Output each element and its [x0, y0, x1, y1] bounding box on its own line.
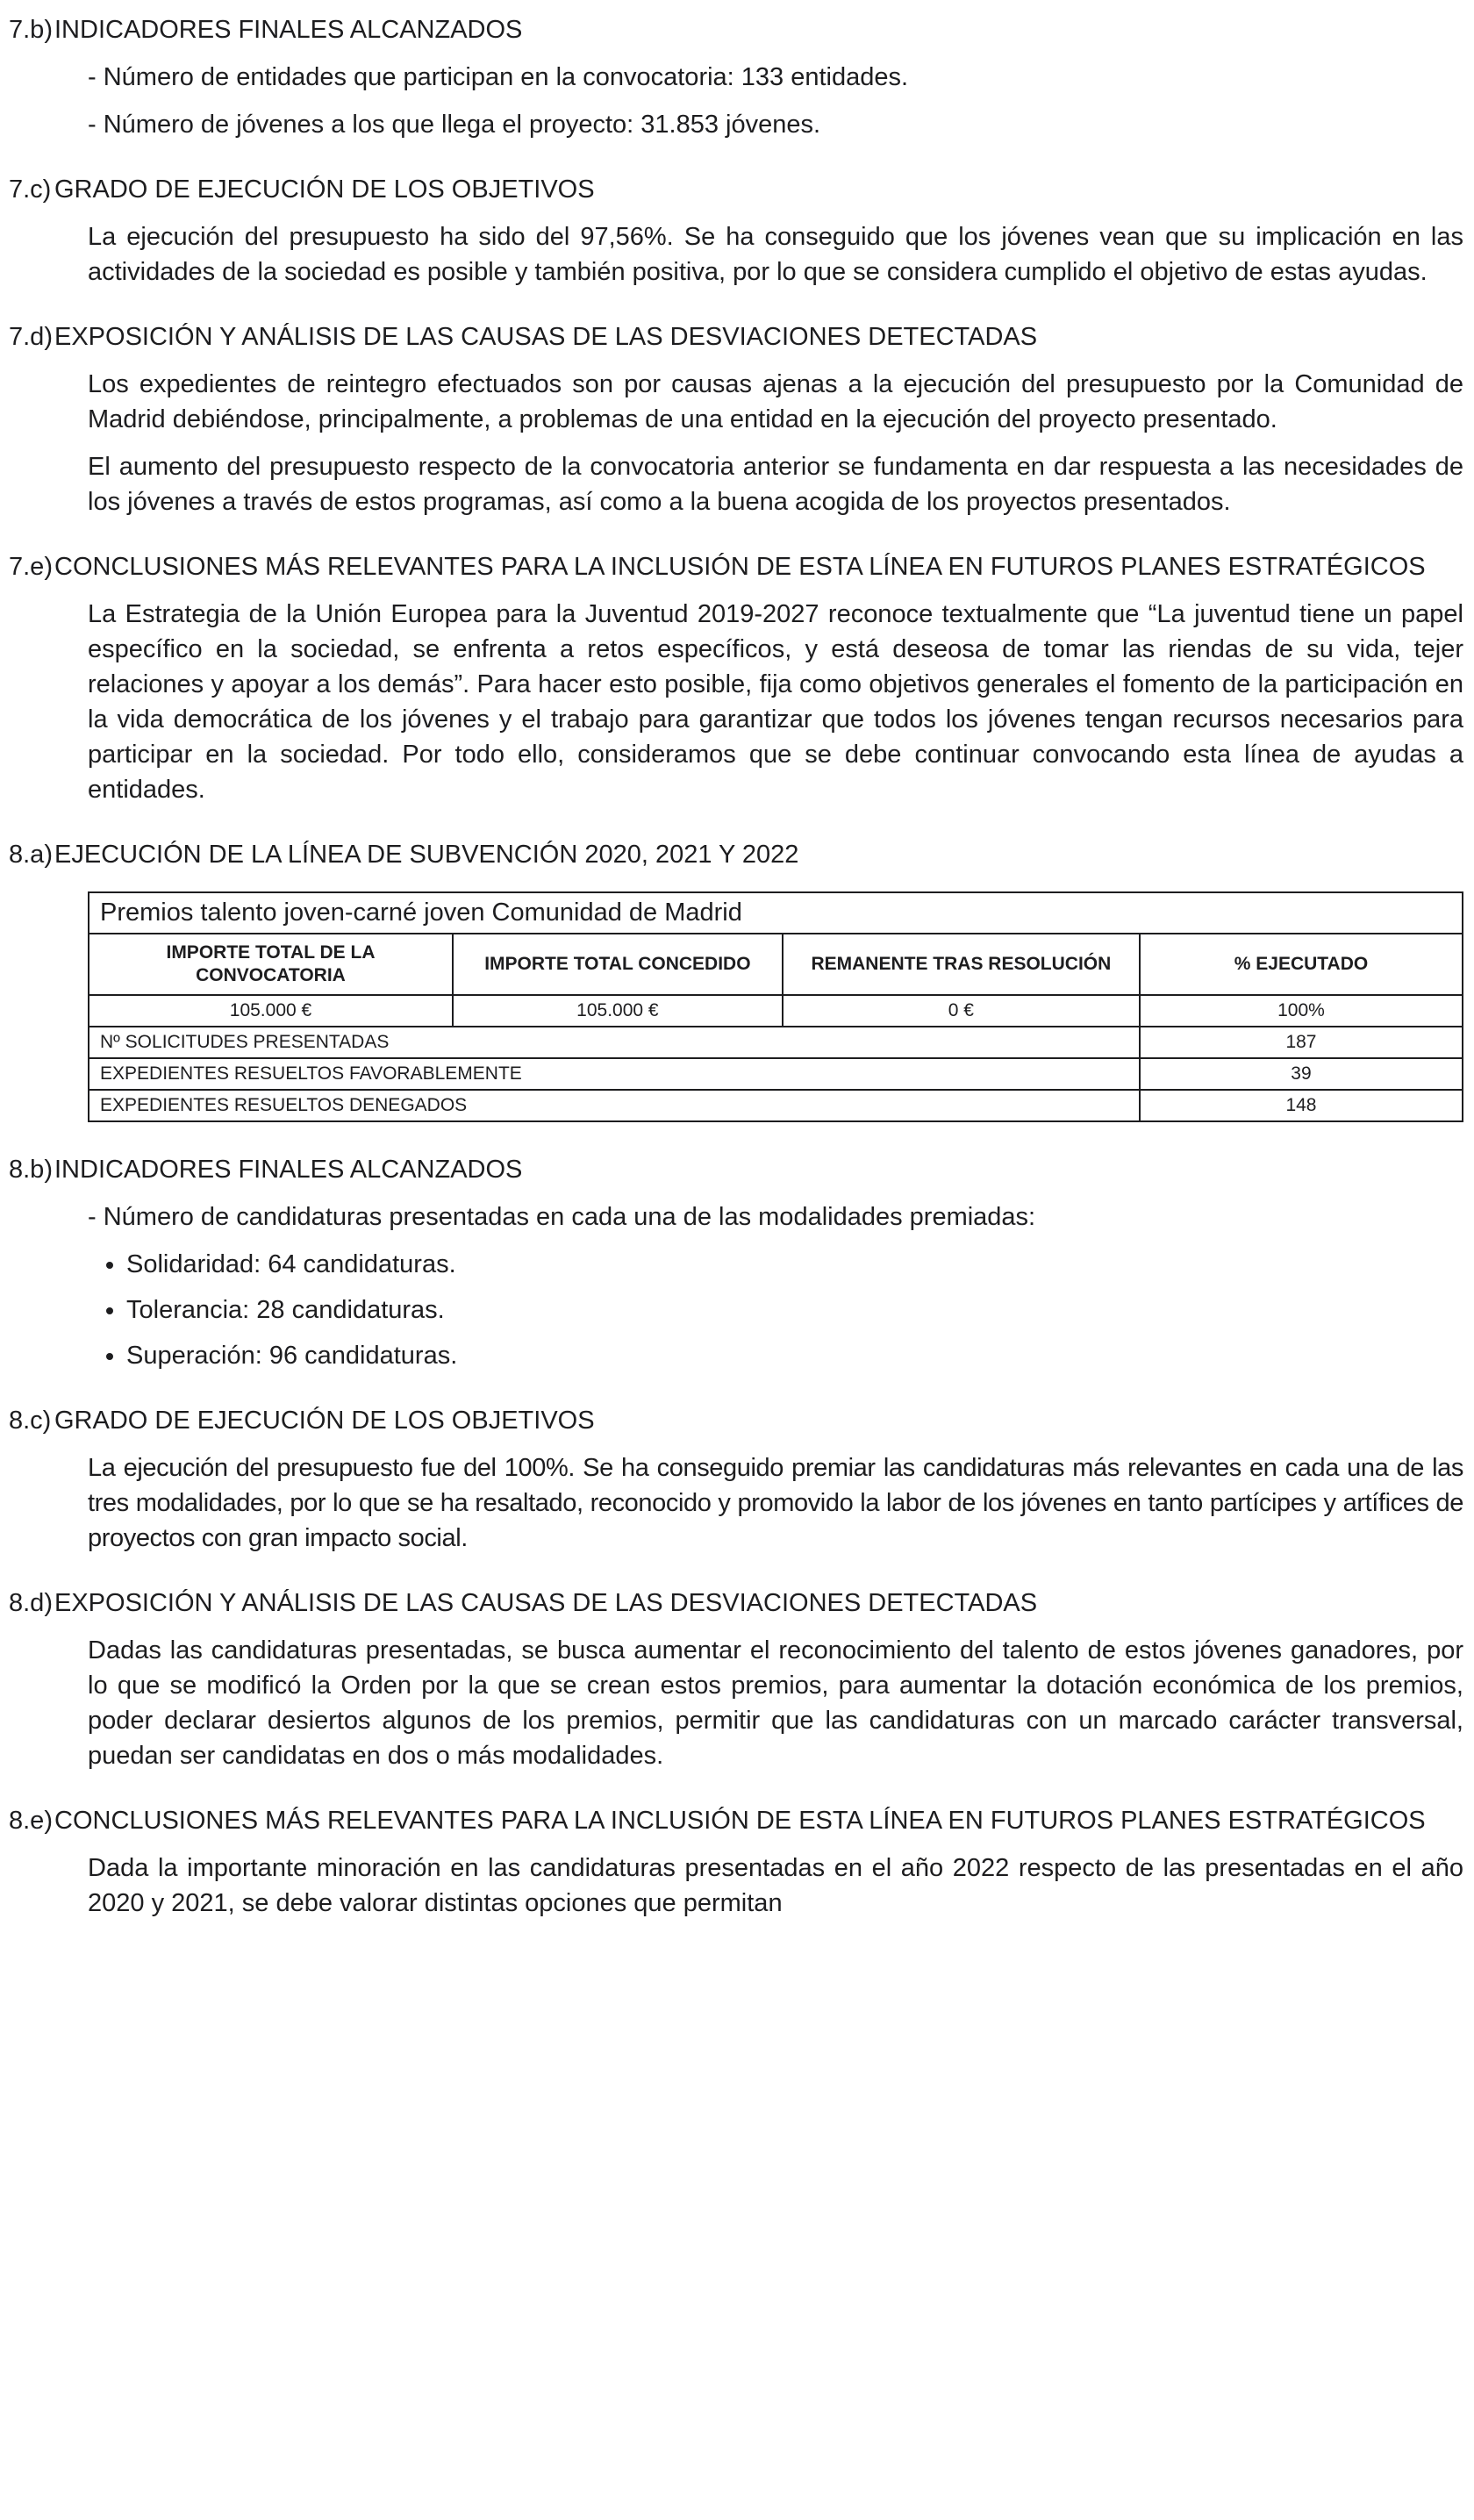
- indicator-line: - Número de jóvenes a los que llega el proyecto: 31.853 jóvenes.: [88, 111, 821, 139]
- table-cell: 187: [1140, 1027, 1463, 1058]
- section-7b-heading: [9, 12, 1463, 47]
- section-label: 8.d): [9, 1589, 53, 1617]
- table-row-label: Nº SOLICITUDES PRESENTADAS: [89, 1027, 1140, 1058]
- table-row: [89, 934, 1463, 995]
- section-7e: [9, 549, 1463, 807]
- section-7b-body: [88, 60, 1463, 142]
- section-8e: [9, 1803, 1463, 1921]
- paragraph: Dada la importante minoración en las candidaturas presentadas en el año 2022 respecto de las presentadas en el año 2020 y 2021, se debe valorar distintas opciones que permitan: [88, 1854, 1463, 1917]
- paragraph: La ejecución del presupuesto fue del 100%. Se ha conseguido premiar las candidaturas más relevantes en cada una de las tres modalidades, por lo que se ha resaltado, reconocido y promovido la labor de los jóvenes en tanto partícipes y artífices de proyectos con gran impacto social.: [88, 1454, 1463, 1552]
- section-7d-heading: [9, 319, 1463, 354]
- paragraph: Los expedientes de reintegro efectuados son por causas ajenas a la ejecución del presupuesto por la Comunidad de Madrid debiéndose, principalmente, a problemas de una entidad en la ejecución del proyecto presentado.: [88, 370, 1463, 433]
- section-title: GRADO DE EJECUCIÓN DE LOS OBJETIVOS: [54, 1407, 595, 1435]
- section-8d-heading: [9, 1586, 1463, 1621]
- bullet-item: • Superación: 96 candidaturas.: [126, 1338, 1463, 1373]
- table-row: [89, 1058, 1463, 1090]
- section-title: EJECUCIÓN DE LA LÍNEA DE SUBVENCIÓN 2020, 2021 Y 2022: [54, 841, 799, 869]
- indicator-line: - Número de entidades que participan en la convocatoria: 133 entidades.: [88, 63, 909, 91]
- bullet-item: • Solidaridad: 64 candidaturas.: [126, 1247, 1463, 1282]
- section-8a: [9, 837, 1463, 1122]
- table-row: [89, 1090, 1463, 1121]
- section-title: INDICADORES FINALES ALCANZADOS: [54, 16, 523, 44]
- section-8c: [9, 1403, 1463, 1556]
- section-7c: [9, 172, 1463, 290]
- table-cell: 148: [1140, 1090, 1463, 1121]
- section-8b-body: [88, 1199, 1463, 1373]
- section-7d-body: [88, 367, 1463, 519]
- section-7c-body: [88, 219, 1463, 290]
- subvention-execution-table: [88, 891, 1463, 1122]
- paragraph: El aumento del presupuesto respecto de la convocatoria anterior se fundamenta en dar respuesta a las necesidades de los jóvenes a través de estos programas, así como a la buena acogida de los proyectos presentados.: [88, 453, 1463, 516]
- table-cell: 100%: [1140, 995, 1463, 1027]
- table-cell: 105.000 €: [89, 995, 453, 1027]
- section-label: 7.b): [9, 16, 53, 44]
- section-label: 8.a): [9, 841, 53, 869]
- indicator-line: - Número de candidaturas presentadas en cada una de las modalidades premiadas:: [88, 1203, 1036, 1231]
- section-8d: [9, 1586, 1463, 1773]
- section-7e-heading: [9, 549, 1463, 584]
- section-8a-heading: [9, 837, 1463, 872]
- table-row-label: EXPEDIENTES RESUELTOS DENEGADOS: [89, 1090, 1140, 1121]
- table-header: % EJECUTADO: [1140, 934, 1463, 995]
- table-header: REMANENTE TRAS RESOLUCIÓN: [783, 934, 1140, 995]
- paragraph: La Estrategia de la Unión Europea para la Juventud 2019-2027 reconoce textualmente que “La juventud tiene un papel específico en la sociedad, se enfrenta a retos específicos, y está deseosa de tomar las riendas de su vida, tejer relaciones y apoyar a los demás”. Para hacer esto posible, fija como objetivos generales el fomento de la participación en la vida democrática de los jóvenes y el trabajo para garantizar que todos los jóvenes tengan recursos necesarios para participar en la sociedad. Por todo ello, consideramos que se debe continuar convocando esta línea de ayudas a entidades.: [88, 600, 1463, 804]
- table-row: [89, 1027, 1463, 1058]
- section-title: EXPOSICIÓN Y ANÁLISIS DE LAS CAUSAS DE LAS DESVIACIONES DETECTADAS: [54, 1589, 1038, 1617]
- section-label: 7.c): [9, 175, 52, 204]
- section-title: EXPOSICIÓN Y ANÁLISIS DE LAS CAUSAS DE LAS DESVIACIONES DETECTADAS: [54, 323, 1038, 351]
- section-8c-heading: [9, 1403, 1463, 1438]
- section-title: CONCLUSIONES MÁS RELEVANTES PARA LA INCLUSIÓN DE ESTA LÍNEA EN FUTUROS PLANES ESTRATÉGICOS: [54, 1807, 1426, 1835]
- bullet-item: • Tolerancia: 28 candidaturas.: [126, 1292, 1463, 1328]
- section-7b: [9, 12, 1463, 142]
- table-cell: 39: [1140, 1058, 1463, 1090]
- section-label: 8.e): [9, 1807, 53, 1835]
- bullet-list: [88, 1247, 1463, 1373]
- table-row: [89, 892, 1463, 934]
- table-row-label: EXPEDIENTES RESUELTOS FAVORABLEMENTE: [89, 1058, 1140, 1090]
- table-header: IMPORTE TOTAL DE LA CONVOCATORIA: [89, 934, 453, 995]
- section-label: 7.d): [9, 323, 53, 351]
- table-row: [89, 995, 1463, 1027]
- table-header: IMPORTE TOTAL CONCEDIDO: [453, 934, 783, 995]
- section-title: INDICADORES FINALES ALCANZADOS: [54, 1156, 523, 1184]
- section-label: 7.e): [9, 553, 53, 581]
- paragraph: Dadas las candidaturas presentadas, se busca aumentar el reconocimiento del talento de estos jóvenes ganadores, por lo que se modificó la Orden por la que se crean estos premios, para aumentar la dotación económica de los premios, poder declarar desiertos algunos de los premios, permitir que las candidaturas con un marcado carácter transversal, puedan ser candidatas en dos o más modalidades.: [88, 1636, 1463, 1770]
- table-cell: 105.000 €: [453, 995, 783, 1027]
- section-8c-body: [88, 1450, 1463, 1556]
- table-caption: Premios talento joven-carné joven Comunidad de Madrid: [89, 892, 1463, 934]
- section-label: 8.c): [9, 1407, 52, 1435]
- section-8b: [9, 1152, 1463, 1373]
- section-7c-heading: [9, 172, 1463, 207]
- paragraph: La ejecución del presupuesto ha sido del 97,56%. Se ha conseguido que los jóvenes vean que su implicación en las actividades de la sociedad es posible y también positiva, por lo que se considera cumplido el objetivo de estas ayudas.: [88, 223, 1463, 286]
- section-8e-heading: [9, 1803, 1463, 1838]
- section-title: GRADO DE EJECUCIÓN DE LOS OBJETIVOS: [54, 175, 595, 204]
- section-8d-body: [88, 1633, 1463, 1773]
- table-cell: 0 €: [783, 995, 1140, 1027]
- section-8b-heading: [9, 1152, 1463, 1187]
- section-label: 8.b): [9, 1156, 53, 1184]
- section-7d: [9, 319, 1463, 519]
- section-8e-body: [88, 1851, 1463, 1921]
- section-7e-body: [88, 597, 1463, 807]
- section-title: CONCLUSIONES MÁS RELEVANTES PARA LA INCLUSIÓN DE ESTA LÍNEA EN FUTUROS PLANES ESTRATÉGICOS: [54, 553, 1426, 581]
